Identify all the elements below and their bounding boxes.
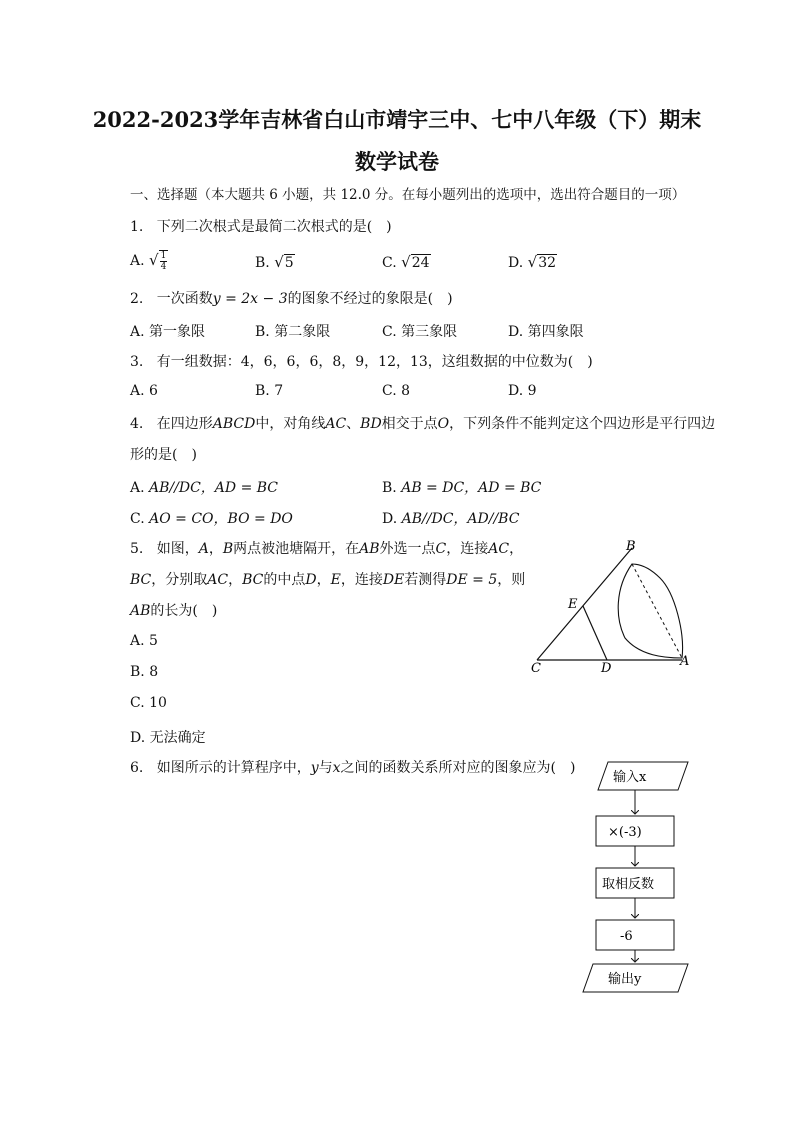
line-ab-dashed [632,564,682,658]
question-2 [130,290,453,308]
stem-math: DE = 5 [446,572,498,588]
q2-option-a[interactable] [130,321,205,341]
label-a: A [680,654,690,669]
radicand: 24 [411,255,430,271]
q3-option-a[interactable] [130,383,158,399]
option-label: D. [508,383,524,399]
option-label: D. [130,730,146,746]
stem-text: ， [228,572,243,588]
question-3 [130,353,593,371]
stem-text: 的中点 [263,572,306,588]
fraction-denominator: 4 [160,262,167,272]
option-label: D. [382,511,398,527]
question-number: 2. [130,291,144,307]
page-title-line2: 数学试卷 [355,149,439,174]
radical-icon: √ [274,253,284,271]
option-label: B. [382,480,397,496]
stem-math: D [305,572,317,588]
question-stem: 下列二次根式是最简二次根式的是( ) [156,219,392,235]
q5-option-b[interactable] [130,664,158,680]
section-heading: 一、选择题（本大题共 6 小题，共 12.0 分。在每小题列出的选项中，选出符合题目的一项） [130,187,686,203]
stem-text: 与 [318,760,333,776]
q2-option-d[interactable] [508,321,584,341]
stem-math: y [310,760,319,776]
pond-outline [618,564,682,658]
fraction [159,250,169,272]
option-text: 10 [149,695,167,711]
option-text: 无法确定 [149,730,206,746]
stem-math: AC [207,572,229,588]
stem-text: 相交于点 [381,416,438,432]
q1-option-c[interactable] [382,253,431,271]
question-5-line3 [130,602,217,620]
label-c: C [531,661,541,676]
stem-math: BC [130,572,152,588]
q1-option-d[interactable] [508,253,557,271]
stem-text: 外选一点 [379,541,436,557]
flow-step2-label: 取相反数 [602,877,655,892]
stem-text: 一次函数 [156,291,213,307]
option-text: 5 [149,633,158,649]
q2-option-b[interactable] [255,321,330,341]
option-label: B. [255,255,270,271]
stem-math: DE [382,572,405,588]
stem-text: 如图所示的计算程序中， [156,760,311,776]
question-4-line2: 形的是( ) [130,447,197,463]
option-label: B. [255,383,270,399]
sqrt [528,253,557,271]
q4-option-a[interactable] [130,477,278,497]
question-number: 1. [130,219,144,235]
q5-option-a[interactable] [130,633,158,649]
stem-text: 两点被池塘隔开，在 [233,541,360,557]
option-label: A. [130,253,145,269]
sqrt [274,253,294,271]
option-text: 9 [527,383,537,399]
option-label: A. [130,383,145,399]
radicand: 5 [284,255,294,271]
stem-text: 的长为( ) [150,603,218,619]
stem-text: 在四边形 [156,416,213,432]
q4-option-c[interactable] [130,508,293,528]
option-text: 8 [149,664,159,680]
stem-math: O [437,416,450,432]
question-4 [130,415,715,433]
stem-math: BC [242,572,264,588]
stem-text: ，连接 [446,541,489,557]
q1-option-b[interactable] [255,253,295,271]
sqrt [401,253,430,271]
question-1 [130,218,392,236]
radicand: 32 [538,255,557,271]
option-label: B. [130,664,145,680]
radical-icon: √ [149,251,159,269]
q4-option-b[interactable] [382,477,541,497]
question-5-line2 [130,571,525,589]
stem-text: ，则 [497,572,526,588]
option-label: C. [382,324,397,340]
stem-text: 、 [346,416,361,432]
option-text: AB//DC，AD = BC [149,480,279,496]
question-number: 5. [130,541,144,557]
stem-math: B [222,541,234,557]
question-number: 4. [130,416,144,432]
q2-option-c[interactable] [382,321,457,341]
step-box [596,920,674,950]
option-label: C. [382,255,397,271]
stem-text: 的图象不经过的象限是( ) [287,291,453,307]
q4-option-d[interactable] [382,508,519,528]
option-text: AB//DC，AD//BC [401,511,520,527]
question-number: 3. [130,354,144,370]
option-text: 第四象限 [527,324,584,340]
question-number: 6. [130,760,144,776]
option-label: B. [255,324,270,340]
stem-math: AB [359,541,380,557]
q5-geometry-figure [525,538,700,678]
sqrt-fraction [149,250,168,272]
option-text: 第二象限 [274,324,331,340]
q6-flowchart [578,758,698,998]
stem-math: AB [130,603,151,619]
stem-text: ， [208,541,223,557]
stem-math: ABCD [212,416,256,432]
stem-text: ，连接 [340,572,383,588]
option-label: D. [508,255,524,271]
q5-option-c[interactable] [130,695,167,711]
stem-math: AC [325,416,347,432]
line-ed [583,606,607,660]
option-label: A. [130,480,145,496]
stem-math: A [198,541,209,557]
stem-math: C [435,541,447,557]
label-e: E [568,597,578,612]
option-text: 第三象限 [401,324,458,340]
option-text: 8 [401,383,411,399]
label-b: B [626,539,636,554]
q3-option-c[interactable] [382,383,410,399]
flow-output-label: 输出y [608,972,642,987]
question-stem: 有一组数据：4，6，6，6，8，9，12，13，这组数据的中位数为( ) [156,354,593,370]
question-5 [130,540,523,558]
flow-step1-label: ×(-3) [608,825,642,840]
option-label: C. [130,511,145,527]
stem-text: 如图， [156,541,199,557]
stem-math: BD [360,416,382,432]
option-text: 第一象限 [149,324,206,340]
radical-icon: √ [401,253,411,271]
option-label: C. [130,695,145,711]
fraction-numerator: 1 [160,251,167,261]
flow-step3-label: -6 [620,929,633,944]
option-label: A. [130,633,145,649]
stem-math: x [332,760,341,776]
q3-option-d[interactable] [508,383,537,399]
option-text: AB = DC，AD = BC [401,480,542,496]
flow-input-label: 输入x [613,770,647,785]
option-text: 7 [274,383,284,399]
option-text: 6 [149,383,158,399]
stem-text: ， [316,572,331,588]
option-label: C. [382,383,397,399]
option-text: AO = CO，BO = DO [149,511,293,527]
stem-math: AC [488,541,510,557]
label-d: D [601,661,612,676]
page-title-line1: 2022-2023学年吉林省白山市靖宇三中、七中八年级（下）期末 [92,107,702,132]
q5-option-d[interactable] [130,727,206,747]
stem-text: 中，对角线 [255,416,326,432]
stem-text: 若测得 [404,572,447,588]
option-label: D. [508,324,524,340]
q1-option-a[interactable] [130,250,168,272]
stem-text: ，下列条件不能判定这个四边形是平行四边 [449,416,716,432]
option-label: A. [130,324,145,340]
stem-text: ， [509,541,524,557]
radical-icon: √ [527,253,538,271]
stem-math: y = 2x − 3 [212,291,288,307]
question-6 [130,759,575,777]
stem-text: ，分别取 [151,572,208,588]
stem-math: E [330,572,341,588]
stem-text: 之间的函数关系所对应的图象应为( ) [340,760,576,776]
q3-option-b[interactable] [255,383,283,399]
